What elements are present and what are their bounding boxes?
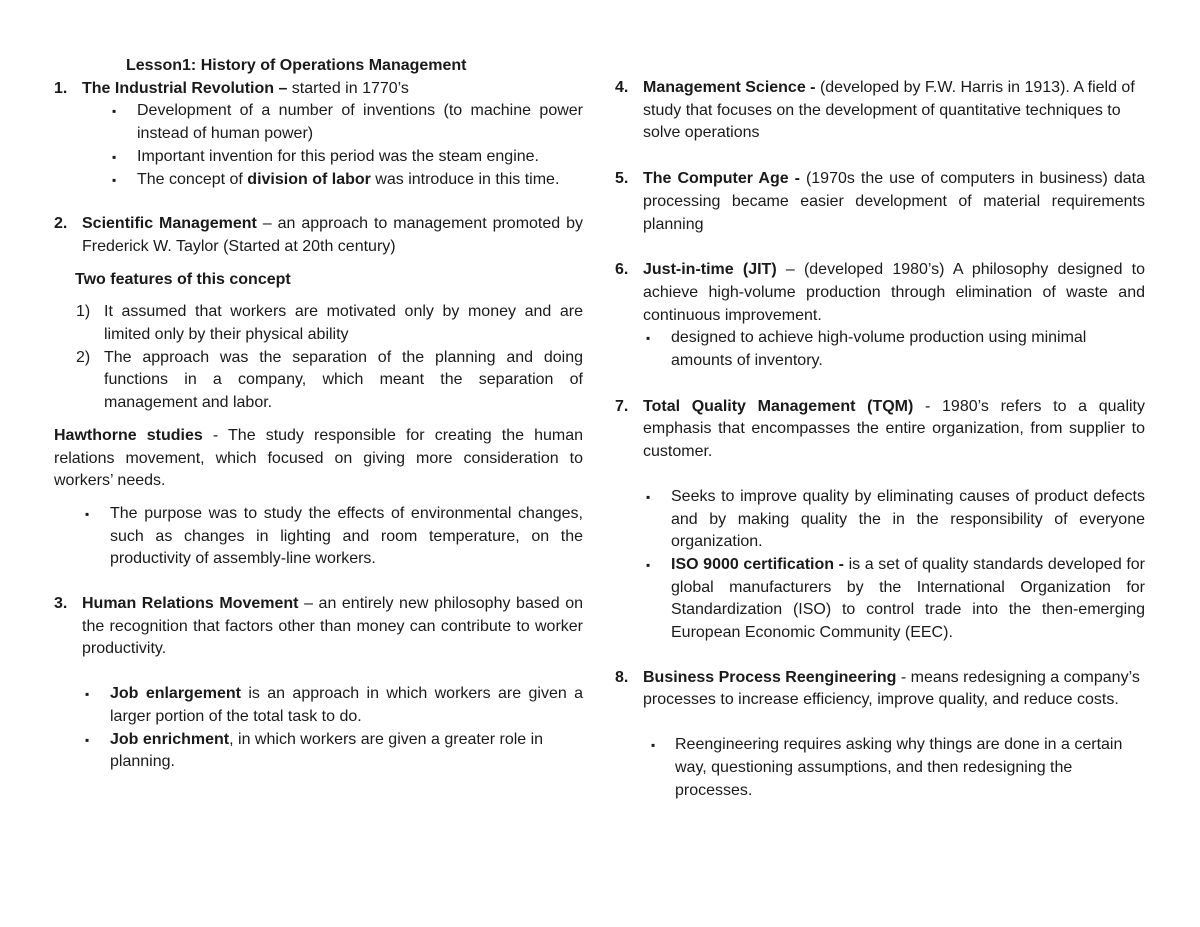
right-column xyxy=(615,77,1145,802)
list-item xyxy=(82,729,583,774)
section-human-relations xyxy=(54,593,583,661)
section-just-in-time xyxy=(615,259,1145,327)
list-item-text: It assumed that workers are motivated only by money and are limited only by their physical ability xyxy=(104,303,583,344)
list-item xyxy=(109,100,583,145)
section-management-science xyxy=(615,77,1145,145)
list-item xyxy=(109,146,583,169)
section-heading: Scientific Management xyxy=(82,215,257,233)
list-number: 1) xyxy=(76,303,91,321)
section-text: – an entirely new philosophy based on the recognition that factors other than money can contribute to worker productivity. xyxy=(82,595,583,658)
bullet-icon: ▪ xyxy=(646,331,651,346)
bullet-icon: ▪ xyxy=(646,557,651,572)
bullet-icon: ▪ xyxy=(651,738,656,753)
section-heading: Management Science - xyxy=(643,79,816,96)
bullet-icon: ▪ xyxy=(112,149,117,164)
section-tqm xyxy=(615,396,1145,464)
section-heading: Business Process Reengineering xyxy=(643,668,897,686)
section-number: 6. xyxy=(615,261,629,279)
section-number: 3. xyxy=(54,595,68,613)
list-item-emphasis: Job enrichment xyxy=(110,730,230,748)
list-item-text: was introduce in this time. xyxy=(370,170,560,188)
left-column xyxy=(54,55,583,774)
bullet-icon: ▪ xyxy=(112,172,117,187)
list-item-text: designed to achieve high-volume production using minimal amounts of inventory. xyxy=(671,329,1087,370)
list-item-text: is a set of quality standards developed for global manufacturers by the International Organization for Standardization (ISO) to control trade into the then-emerging European Economic Community (EEC). xyxy=(671,555,1146,642)
section-number: 5. xyxy=(615,170,629,188)
list-item-text: Development of a number of inventions (to machine power instead of human power) xyxy=(137,102,583,143)
list-item xyxy=(54,301,583,346)
section-heading: The Industrial Revolution – xyxy=(82,79,288,97)
list-item xyxy=(643,327,1145,372)
bullet-icon: ▪ xyxy=(85,732,90,747)
list-item-text: Reengineering requires asking why things are done in a certain way, questioning assumptions, and then redesigning the processes. xyxy=(675,736,1123,799)
section-text: – (developed 1980’s) A philosophy designed to achieve high-volume production through elimination of waste and continuous improvement. xyxy=(643,261,1146,324)
bullet-icon: ▪ xyxy=(112,104,117,119)
bullet-icon: ▪ xyxy=(646,489,651,504)
section-text: (1970s the use of computers in business) data processing became easier development of material requirements planning xyxy=(643,170,1145,233)
list-item-text: , in which workers are given a greater role in planning. xyxy=(110,730,544,771)
list-item-emphasis: ISO 9000 certification - xyxy=(671,555,844,573)
section-bpr xyxy=(615,667,1145,712)
list-item xyxy=(643,554,1145,645)
section-heading: The Computer Age - xyxy=(643,170,800,188)
list-item xyxy=(643,486,1145,554)
lesson-title: Lesson1: History of Operations Management xyxy=(126,57,467,74)
hawthorne-heading: Hawthorne studies xyxy=(54,426,203,444)
list-item-emphasis: Job enlargement xyxy=(110,685,241,703)
bullet-icon: ▪ xyxy=(85,506,90,521)
list-number: 2) xyxy=(76,348,91,366)
section-text: started in 1770’s xyxy=(287,79,409,97)
list-item xyxy=(82,683,583,728)
section-heading: Total Quality Management (TQM) xyxy=(643,397,914,415)
list-item xyxy=(82,503,583,571)
list-item xyxy=(647,734,1145,802)
section-text: - means redesigning a company’s processes to increase efficiency, improve quality, and reduce costs. xyxy=(643,668,1140,709)
section-text: (developed by F.W. Harris in 1913). A field of study that focuses on the development of quantitative techniques to solve operations xyxy=(643,79,1135,142)
hawthorne-text: - The study responsible for creating the human relations movement, which focused on giving more consideration to workers’ needs. xyxy=(54,426,584,490)
section-scientific-management xyxy=(54,213,583,258)
list-item-text: Important invention for this period was the steam engine. xyxy=(137,147,539,165)
section-heading: Human Relations Movement xyxy=(82,595,299,613)
hawthorne-paragraph xyxy=(54,425,583,493)
list-item xyxy=(54,347,583,415)
section-text: – an approach to management promoted by Frederick W. Taylor (Started at 20th century) xyxy=(82,215,583,255)
features-title: Two features of this concept xyxy=(75,270,291,288)
section-number: 7. xyxy=(615,397,629,415)
bullet-icon: ▪ xyxy=(85,687,90,702)
section-number: 2. xyxy=(54,215,68,233)
section-industrial-revolution xyxy=(54,78,583,101)
section-computer-age xyxy=(615,168,1145,236)
section-heading: Just-in-time (JIT) xyxy=(643,261,777,279)
list-item-text: The purpose was to study the effects of environmental changes, such as changes in lighting and room temperature, on the productivity of assembly-line workers. xyxy=(110,504,583,568)
list-item xyxy=(109,169,583,192)
list-item-text: The approach was the separation of the planning and doing functions in a company, which meant the separation of management and labor. xyxy=(104,348,583,412)
list-item-emphasis: division of labor xyxy=(247,170,371,188)
list-item-text: is an approach in which workers are given a larger portion of the total task to do. xyxy=(110,685,584,725)
list-item-text: The concept of xyxy=(137,170,248,188)
section-text: - 1980’s refers to a quality emphasis that encompasses the entire organization, from supplier to customer. xyxy=(643,397,1146,461)
section-number: 4. xyxy=(615,79,629,96)
list-item-text: Seeks to improve quality by eliminating causes of product defects and by making quality the in the responsibility of everyone organization. xyxy=(671,487,1145,551)
section-number: 8. xyxy=(615,668,629,686)
section-number: 1. xyxy=(54,79,68,97)
